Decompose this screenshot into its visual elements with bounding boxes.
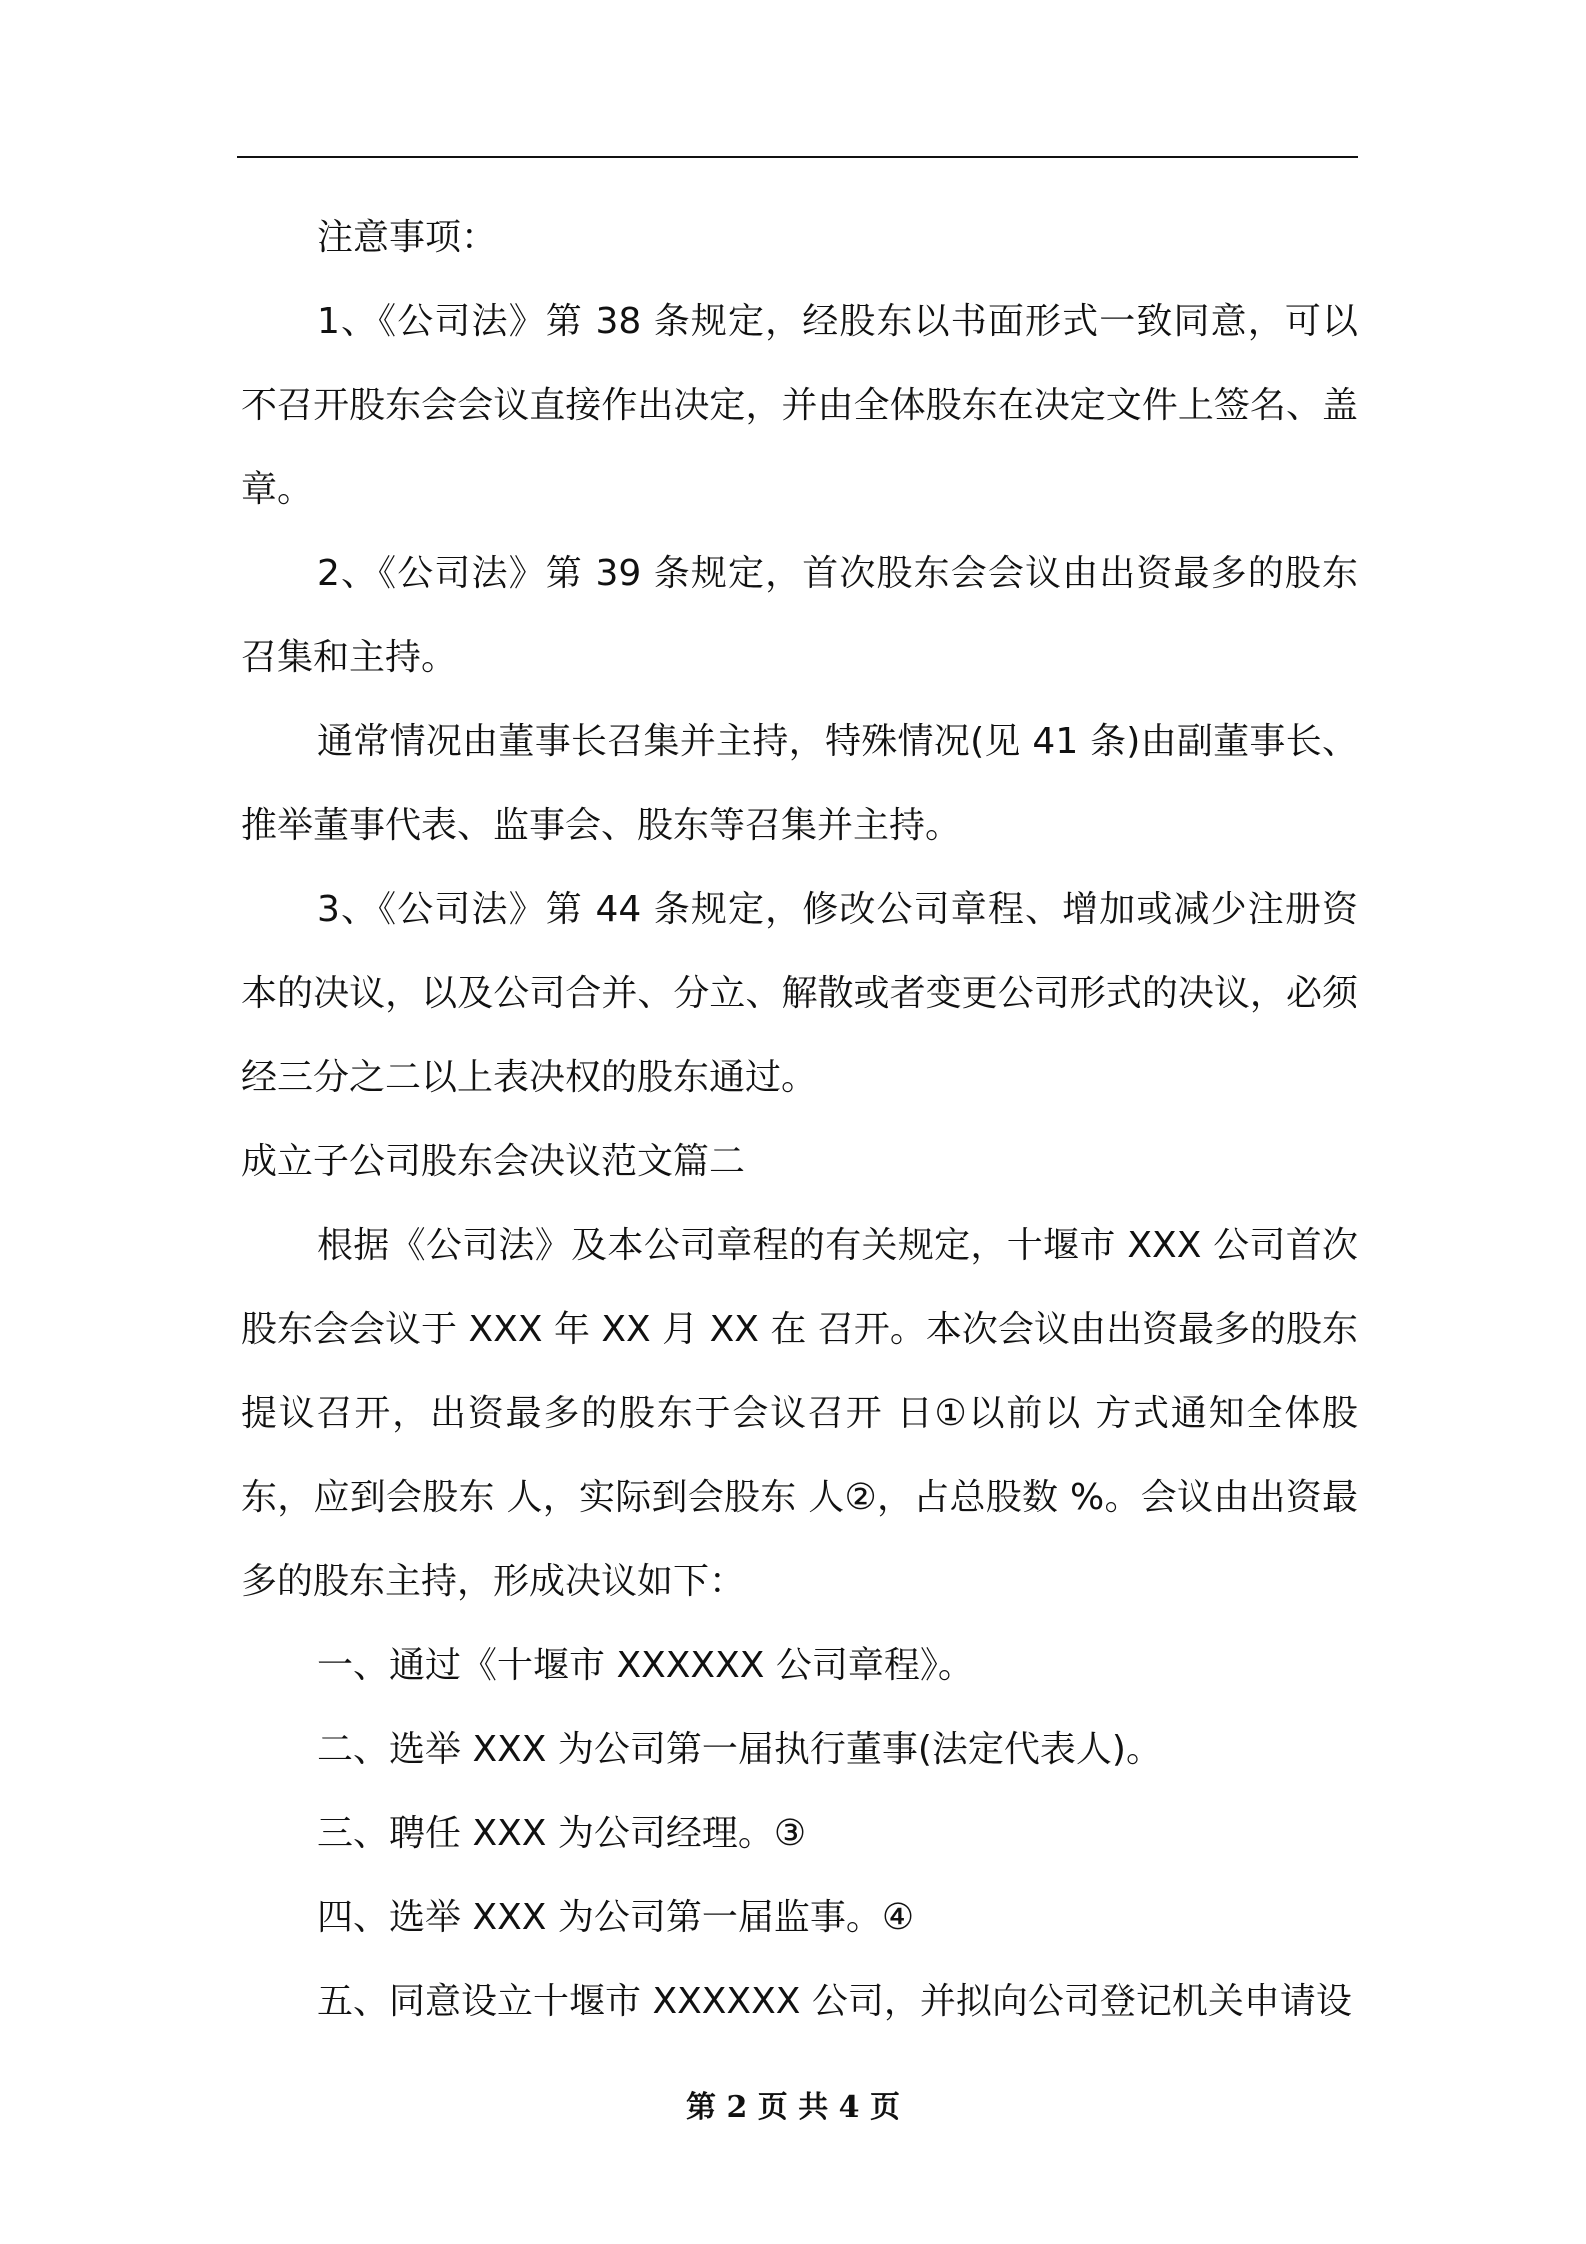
page-number: 第 2 页 共 4 页: [686, 2090, 900, 2125]
resolution-4: 四、选举 XXX 为公司第一届监事。④: [317, 1897, 915, 1938]
resolution-1: 一、通过《十堰市 XXXXXX 公司章程》。: [317, 1645, 974, 1686]
note-item-1: 1、《公司法》第 38 条规定，经股东以书面形式一致同意，可以不召开股东会会议直接作出决定，并由全体股东在决定文件上签名、盖章。: [241, 301, 1358, 510]
resolution-2: 二、选举 XXX 为公司第一届执行董事(法定代表人)。: [317, 1729, 1162, 1770]
resolution-5: 五、同意设立十堰市 XXXXXX 公司，并拟向公司登记机关申请设: [317, 1981, 1352, 2022]
section-intro: 根据《公司法》及本公司章程的有关规定，十堰市 XXX 公司首次股东会会议于 XXX 年 XX 月 XX 在 召开。本次会议由出资最多的股东提议召开，出资最多的股东于会议召开 日①以前以 方式通知全体股东，应到会股东 人，实际到会股东 人②，占总股数 %。会议由出资最多的股东主持，形成决议如下：: [241, 1225, 1358, 1602]
note-item-2-detail: 通常情况由董事长召集并主持，特殊情况(见 41 条)由副董事长、推举董事代表、监事会、股东等召集并主持。: [241, 721, 1358, 846]
note-item-2: 2、《公司法》第 39 条规定，首次股东会会议由出资最多的股东召集和主持。: [241, 553, 1358, 678]
resolution-3: 三、聘任 XXX 为公司经理。③: [317, 1813, 807, 1854]
notes-title: 注意事项：: [317, 217, 498, 258]
header-rule: [237, 156, 1358, 158]
section-heading: 成立子公司股东会决议范文篇二: [241, 1141, 746, 1182]
document-body: [241, 196, 1358, 2044]
note-item-3: 3、《公司法》第 44 条规定，修改公司章程、增加或减少注册资本的决议，以及公司合并、分立、解散或者变更公司形式的决议，必须经三分之二以上表决权的股东通过。: [241, 889, 1358, 1098]
